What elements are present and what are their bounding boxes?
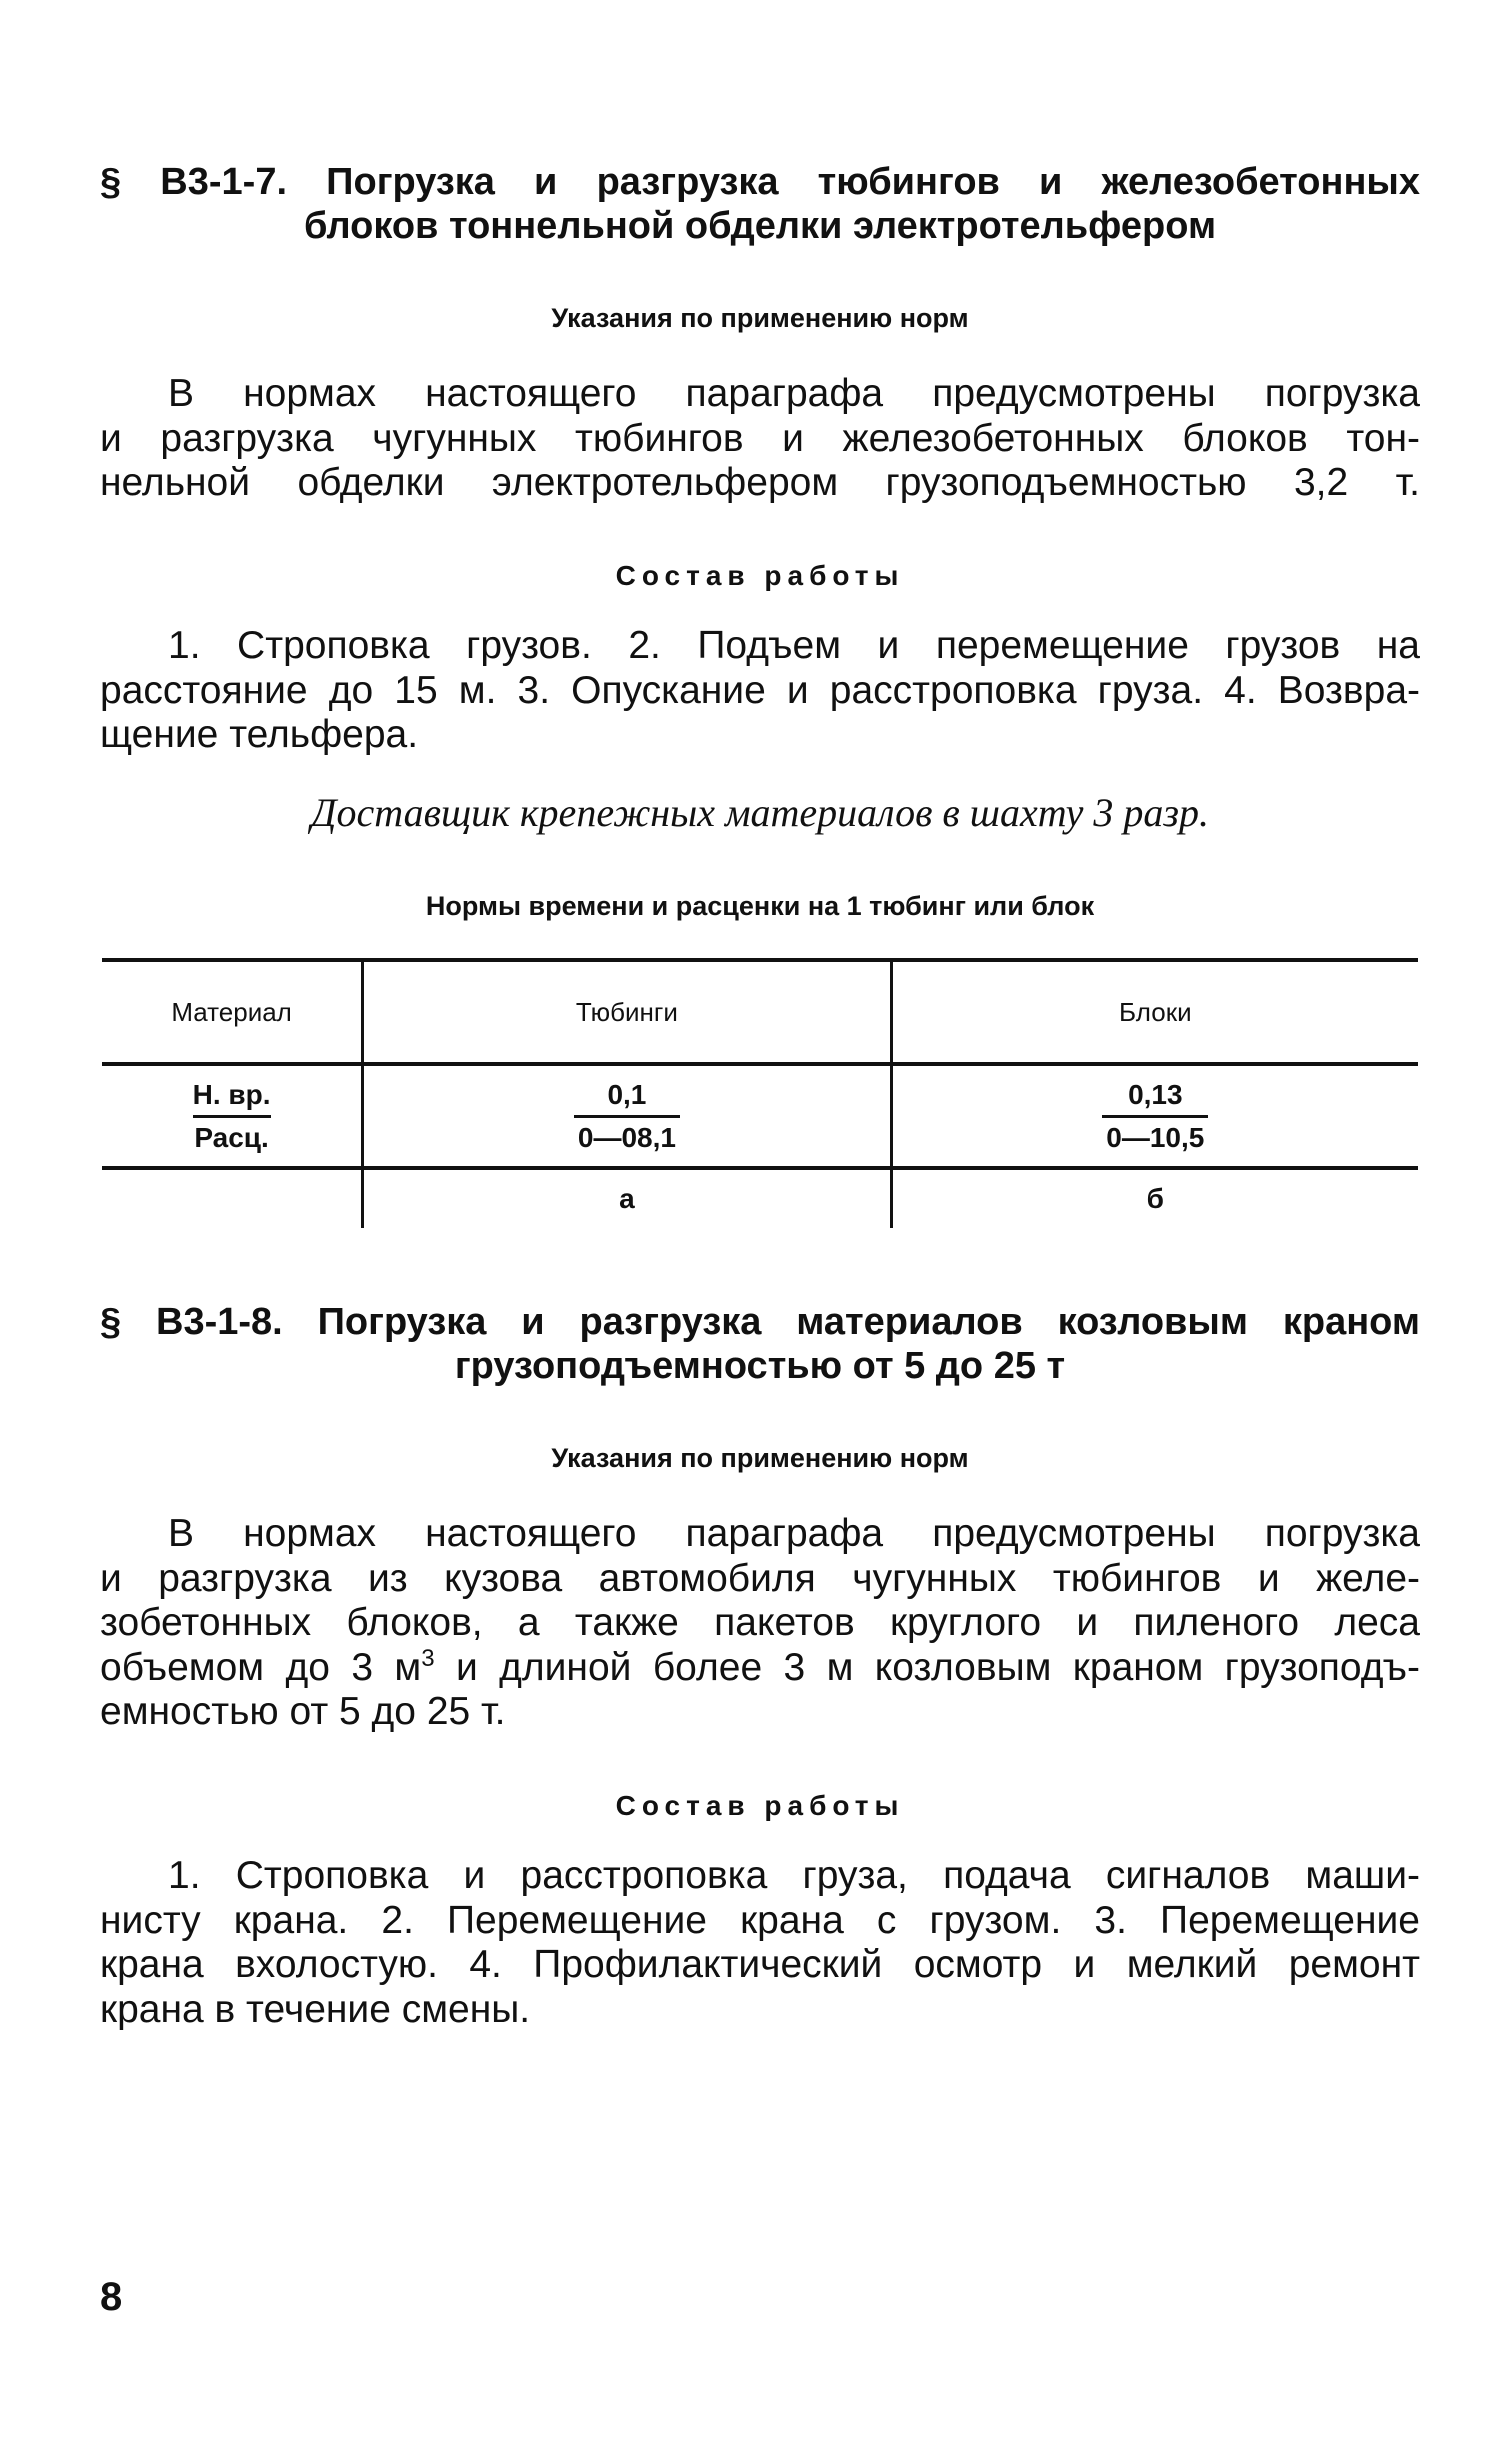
norms-table <box>102 958 1418 1228</box>
blocks-time: 0,13 <box>1102 1075 1208 1118</box>
superscript-cubed: 3 <box>421 1644 435 1672</box>
paragraph-line: крана вхолостую. 4. Профилактический осмотр и мелкий ремонт <box>100 1943 1420 1986</box>
section-1-guidance-paragraph <box>100 372 1420 506</box>
paragraph-line: 1. Строповка и расстроповка груза, подача сигналов маши- <box>168 1854 1420 1897</box>
paragraph-line <box>100 1646 1420 1691</box>
blocks-price: 0—10,5 <box>1106 1121 1205 1153</box>
worker-category: Доставщик крепежных материалов в шахту 3 разр. <box>311 790 1209 835</box>
table-header-row <box>102 960 1418 1064</box>
row-label-cell <box>102 1064 363 1168</box>
paragraph-line: и разгрузка чугунных тюбингов и железобетонных блоков тон- <box>100 416 1420 460</box>
tubings-price: 0—08,1 <box>577 1121 676 1153</box>
header-tubings: Тюбинги <box>363 960 891 1064</box>
paragraph-fragment: объемом до 3 м <box>100 1645 422 1689</box>
section-1-title-line-2: блоков тоннельной обделки электротельфером <box>303 205 1217 247</box>
page-number: 8 <box>100 2275 123 2319</box>
section-2-work-heading: Состав работы <box>615 1790 905 1821</box>
row-label-price: Расц. <box>194 1121 269 1153</box>
header-material: Материал <box>102 960 363 1064</box>
section-2-guidance-paragraph <box>100 1512 1420 1735</box>
column-letter-empty <box>102 1168 363 1228</box>
section-2-title <box>100 1300 1420 1388</box>
section-2-title-line-2: грузоподъемностью от 5 до 25 т <box>454 1345 1066 1387</box>
norms-table-title: Нормы времени и расценки на 1 тюбинг или блок <box>425 891 1095 921</box>
paragraph-fragment: и длиной более 3 м козловым краном грузоподъ- <box>455 1645 1420 1689</box>
paragraph-line: крана в течение смены. <box>100 1987 531 2031</box>
header-blocks: Блоки <box>891 960 1418 1064</box>
paragraph-line: расстояние до 15 м. 3. Опускание и расстроповка груза. 4. Возвра- <box>100 668 1420 712</box>
blocks-value-cell <box>891 1064 1418 1168</box>
tubings-time: 0,1 <box>574 1075 680 1118</box>
paragraph-line: нисту крана. 2. Перемещение крана с грузом. 3. Перемещение <box>100 1898 1420 1942</box>
column-letter-a: а <box>363 1168 891 1228</box>
paragraph-line: и разгрузка из кузова автомобиля чугунных тюбингов и желе- <box>100 1556 1420 1600</box>
column-letter-b: б <box>891 1168 1418 1228</box>
paragraph-line: щение тельфера. <box>100 713 419 756</box>
section-1-title <box>100 160 1420 248</box>
paragraph-line: емностью от 5 до 25 т. <box>100 1690 506 1733</box>
paragraph-line: зобетонных блоков, а также пакетов круглого и пиленого леса <box>100 1601 1420 1644</box>
paragraph-line: нельной обделки электротельфером грузоподъемностью 3,2 т. <box>100 461 1420 504</box>
table-column-letters-row <box>102 1168 1418 1228</box>
section-2-work-paragraph <box>100 1854 1420 2032</box>
section-2-title-line-1: § В3-1-8. Погрузка и разгрузка материалов козловым краном <box>100 1301 1420 1343</box>
paragraph-line: В нормах настоящего параграфа предусмотрены погрузка <box>168 1512 1420 1555</box>
section-1-title-line-1: § В3-1-7. Погрузка и разгрузка тюбингов и железобетонных <box>100 161 1420 203</box>
paragraph-line: В нормах настоящего параграфа предусмотрены погрузка <box>168 372 1420 415</box>
paragraph-line: 1. Строповка грузов. 2. Подъем и перемещение грузов на <box>168 624 1420 667</box>
table-row <box>102 1064 1418 1168</box>
section-1-work-paragraph <box>100 624 1420 758</box>
section-2-guidance-heading: Указания по применению норм <box>551 1443 969 1473</box>
section-1-guidance-heading: Указания по применению норм <box>551 303 969 333</box>
tubings-value-cell <box>363 1064 891 1168</box>
section-1-work-heading: Состав работы <box>615 560 905 591</box>
row-label-time: Н. вр. <box>193 1075 271 1118</box>
